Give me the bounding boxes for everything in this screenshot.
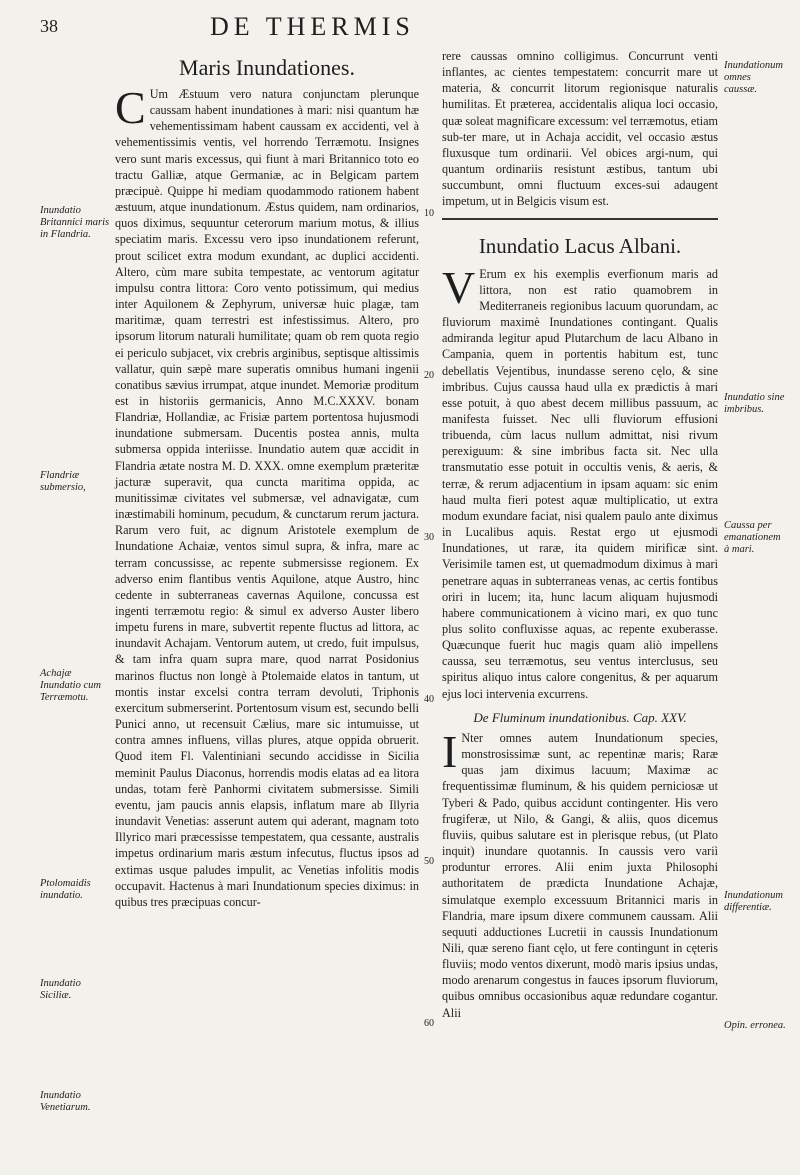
paragraph-text: Um Æstuum vero natura conjunctam plerunque caussam habent inundationes à mari: nisi quantum hæ vehementissimam habent caussam ex accidenti, vel à vehementissimis ventis, vel horrendo Terræmotu. Insignes vero sunt maris excessus, qui fiunt à mari Britannico toto eo tractu Galliæ, atque Germaniæ, ac in Belgicam partem præcipuè. Quippe hi mediam quodammodo rationem habent æstuum, atque inundationum. Æstus quidem, nam ordinarios, quos diximus, sequuntur ceterorum marium motus, & illius speciatim maris. Excessu vero ipso inundationem referunt, prout scilicet extra modum exundant, ac duplici accidenti. Altero, cùm mare subita tempestate, ac ventorum agitatur impulsu contra littora: Coro vento potissimum, qui medius inter Aquilonem & Zephyrum, universæ huic plagæ, tam maritimæ, quam terrestri est infestissimus. Altero, pro ipsorum litorum naturali humilitate; quam ob rem quota regio ei periculo subjacet, vix crebris arginibus, septisque altissimis vallatur, quin sæpè mare superatis omnibus humani ingenii conatibus sævius irrumpat, atque inundet. Memoriæ proditum est in historiis germanicis, Anno M.C.XXXV. bonam Flandriæ, Hollandiæ, ac Frisiæ partem portentosa hujusmodi inundatione submersam. Ducentis postea annis, multa submersa oppida interiisse. Inundatio autem quæ accidit in Flandria ætate nostra M. D. XXX. omne exemplum præteritæ jacturæ superavit, qua cuncta maritima oppida, ac munitissimæ civitates vel submersæ, vel adnavigatæ, cum inæstimabili hominum, pecudum, & cunctarum rerum jactura. Rarum vero fuit, ac dignum Aristotele exemplum de Inundatione Achaiæ, ventos simul supra, & infra, mare ac terram concussisse, ac repente submersisse regionem. Ex adverso enim flantibus ventis Aquilone, atque Austro, hinc cedente in subterraneas cavernas Aquilone, concussa est ingenti terræmotu regio: & simul ex adverso Auster libero impetu furens in mare, subvertit repente fluctus ad littora, ac inundavit Achajam. Ventorum autem, ut credo, fuit impulsus, & tam infra quam supra mare, quod narrat Posidonius marinos fluctus non longè à Ptolemaide elatos in tantum, ut montis instar excelsi contra terram devoluti, Triphonis exercitum submerserint. Portentosum visum est, secundo belli Punici anno, ut recensuit Cælius, mare sic intumuisse, ut contra amnes influens, villas plures, atque oppida obruerit. Quod item Fl. Valentiniani secundo accidisse in Sicilia meminit Paulus Diaconus, horrendis modis elatas ad ea litora undas, totam ferè Panhormi civitatem submersisse. Simili eventu, jam paucis annis elapsis, inflatum mare ab Illyria inundavit Venetias: asserunt autem qui aderant, magnam toto Illyrico mari præcessisse tempestatem, qua cessante, australis impetus ordinarium maris æstum infecutus, fluctus ipsos ad extimas usque paludes impulit, ac Venetias infolitis modis occupavit. Hactenus à mari Inundationum species diximus: in quibus tres præcipuas concur- <box>115 87 419 909</box>
margin-note: Inundatio Siciliæ. <box>40 978 81 1002</box>
line-number: 20 <box>424 370 434 381</box>
chapter-heading: De Fluminum inundationibus. Cap. XXV. <box>473 709 687 725</box>
line-number: 50 <box>424 856 434 867</box>
paragraph-lacus <box>442 261 718 702</box>
line-number: 30 <box>424 532 434 543</box>
paragraph-maris <box>115 82 419 910</box>
section-rule <box>442 218 718 220</box>
margin-note: Inundatio Venetiarum. <box>40 1090 91 1114</box>
right-column <box>442 48 718 1021</box>
left-column <box>115 48 419 910</box>
margin-note: Opin. erronea. <box>724 1020 786 1031</box>
paragraph-text: Nter omnes autem Inundationum species, monstrosissimæ sunt, ac repentinæ maris; Raræ quas jam diximus lacuum; Maximæ ac frequentissimæ fluminum, & his quidem perniciosæ ut Tyberi & Pado, quibus accidunt contingenter. His vero frugiferæ, ut Nilo, & Gangi, & aliis, quos dicemus fluviis, quibus salutare est in plerisque rebus, (ut Plato inquit) inundare quotannis. In caussis vero variì produntur errores. Alii enim juxta Philosophi authoritatem de prædicta Inundatione Achajæ, simulatque exemplo excessuum Britannici maris in Flandria, mare ipsum dixere communem caussam. Alii sequuti adductiones Lucretii in caussis Inundationum Nili, quæ sereno fiant cęlo, ut fere contingunt in cęteris fluviis; modo ventos dixerunt, modò maris ipsius undas, modo arenarum congestus in fauces ipsorum fluviorum, quibus omnibus occasionibus aquæ redundare cogantur. Alii <box>442 730 718 1020</box>
paragraph-text: Erum ex his exemplis everfionum maris ad littora, non est ratio quamobrem in Mediterraneis regionibus lacuum quorundam, ac fluviorum maximè Inundationes contingant. Qualis admiranda legitur apud Plutarchum de lacu Albano in Campania, quem in portentis habitum est, tunc debellatis Vejentibus, inundasse sereno cęlo, & sine imbribus. Cujus caussa haud ulla ex prædictis à mari esse potuit, à quo abest decem millibus passuum, ac manifesta fuisset. Nec ulli fluviorum effusioni tribuenda, cùm lacus nullum admittat, nisi rivum perexiguum: & sine imbribus facta sit. Nec ulla transmutatio esse potuit in occultis venis, & aeris, & terræ, & rerum adjacentium in ipsam aquam: sic enim haud multa fieri potest aquæ multiplicatio, ut extra modum exundare faciat, nisi qualem paulo ante diximus in Lucalibus aquis. Restat ergo ut ejusmodi Inundationes, ut raræ, ita quidem mirificæ sint. Verisimile tamen est, ut quemadmodum diximus à mari penetrare aquas in subterraneas venas, ac certis fontibus oriri in lucem; ita, hunc lacum aliquam hujusmodi habere communicationem à vicino mari, ex quo tunc plus solito confluxisse aquas, ac repente exuberasse. Quæcunque fuerit huc magis quam aliò impellens caussa, seu terræmotus, seu ventus interclusus, seu spiritus aliquo intus calore congenitus, & per aquarum ejus loci intervenia excurrens. <box>442 266 718 701</box>
line-number: 60 <box>424 1018 434 1029</box>
line-number: 10 <box>424 208 434 219</box>
margin-note: Achajæ Inundatio cum Terræmotu. <box>40 668 101 704</box>
page-number: 38 <box>40 16 58 36</box>
margin-note: Inundationum differentiæ. <box>724 890 783 914</box>
margin-note: Ptolomaidis inundatio. <box>40 878 91 902</box>
line-number: 40 <box>424 694 434 705</box>
paragraph-continuation: rere caussas omnino colligimus. Concurrunt venti inflantes, ac cientes tempestatem: concurrit mare ut materia, & concurrit litorum regionisque naturalis humilitas. Et præterea, accidentalis aliqua loci occasio, quæ soleat magnificare excessum: vel terræmotus, etiam sub-ter mare, ut in Achaja accidit, vel occasio æstus fluxusque tum ordinarii. Vel obices argi-num, qui quantum ordinariis resistunt æstibus, tantum ubi succumbunt, omni fluctuum exces-sui adaugent impetum, ut in Belgicis visum est. <box>442 49 718 209</box>
drop-cap: V <box>442 261 476 313</box>
drop-cap: C <box>115 82 146 133</box>
page-header <box>0 12 800 42</box>
margin-note: Inundatio sine imbribus. <box>724 392 785 416</box>
margin-note: Inundationum omnes caussæ. <box>724 60 783 96</box>
paragraph-fluminum <box>442 725 718 1021</box>
section-title-maris: Maris Inundationes. <box>179 55 355 80</box>
running-head: DE THERMIS <box>210 12 415 41</box>
drop-cap: I <box>442 725 458 777</box>
margin-note: Inundatio Britannici maris in Flandria. <box>40 205 110 241</box>
margin-note: Flandriæ submersio, <box>40 470 86 494</box>
margin-note: Caussa per emanationem à mari. <box>724 520 781 556</box>
section-title-lacus: Inundatio Lacus Albani. <box>478 233 682 258</box>
